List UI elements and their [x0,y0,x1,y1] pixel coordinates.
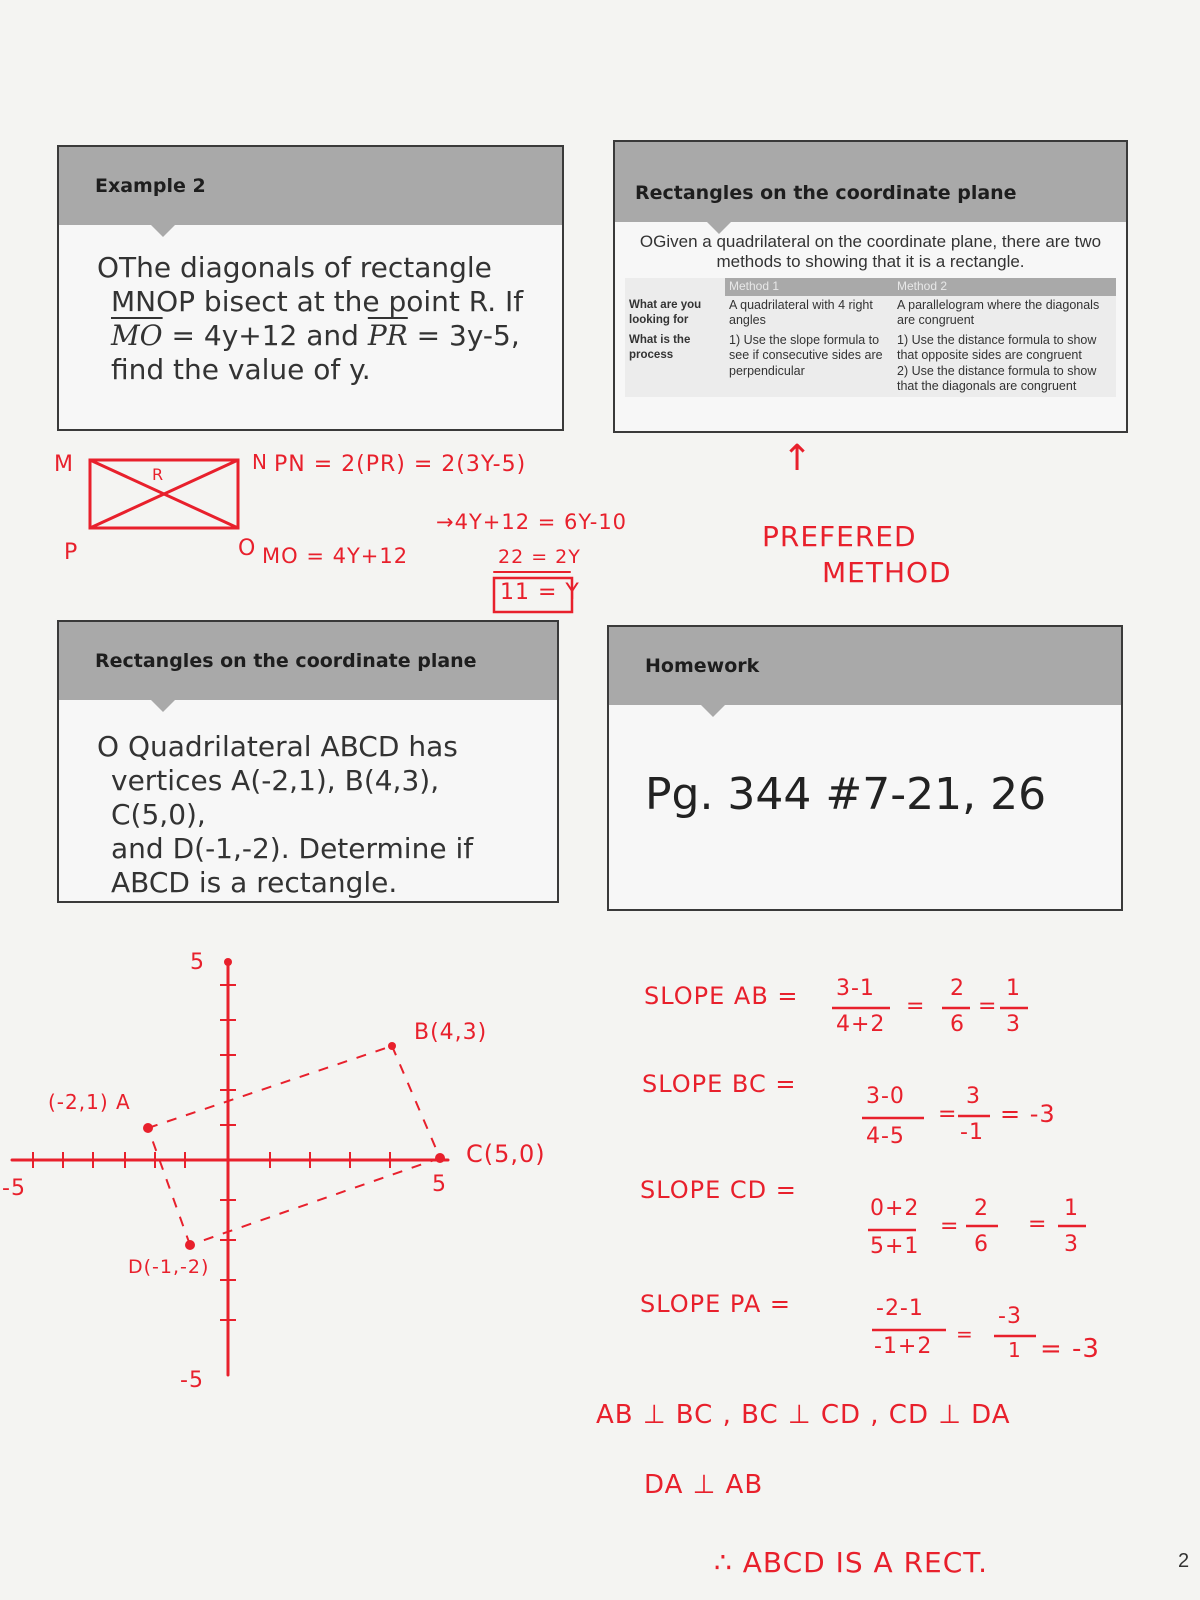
point-a [143,1123,153,1133]
slope-ab-eq2: = [978,994,998,1019]
perpendicular-line1: AB ⊥ BC , BC ⊥ CD , CD ⊥ DA [596,1400,1011,1430]
point-c-label: C(5,0) [466,1140,546,1168]
rect-methods-intro: OGiven a quadrilateral on the coordinate plane, there are two methods to showing that it is a rectangle. [639,232,1102,271]
rect-problem-line1: O Quadrilateral ABCD has [97,730,458,763]
rect-methods-title: Rectangles on the coordinate plane [615,142,1126,222]
segment-mo: $\overline{MO}$ [111,319,163,352]
rect-problem-title: Rectangles on the coordinate plane [59,622,557,700]
slope-pa-f1d: 1 [1008,1338,1022,1362]
slope-cd-label: SLOPE CD = [640,1176,797,1204]
arrow-up-icon: ↑ [782,438,814,479]
slope-ab-f1d: 6 [950,1012,965,1037]
slope-ab-f2d: 3 [1006,1012,1021,1037]
slope-ab-f2n: 1 [1006,976,1021,1001]
example2-line2: MNOP bisect at the point R. If [111,285,524,318]
preferred-label: PREFERED [762,520,917,553]
example2-eq2: = 3y-5, [407,319,520,352]
bullet-icon: O [97,251,120,284]
slope-bc-f1n: 3 [966,1084,981,1109]
m1-looking: A quadrilateral with 4 right angles [725,296,893,331]
slope-pa-label: SLOPE PA = [640,1290,791,1318]
m2-process-1: 1) Use the distance formula to show that opposite sides are congruent [897,332,1097,362]
solve-step1: →4Y+12 = 6Y-10 [436,510,628,534]
slope-bc-eq1: = [938,1102,958,1127]
point-d-label: D(-1,-2) [128,1256,210,1278]
slope-pa-num: -2-1 [876,1296,924,1321]
label-o: O [238,536,257,561]
rect-problem-line2: vertices A(-2,1), B(4,3), C(5,0), [111,764,440,831]
label-p: P [64,540,79,565]
point-d [185,1240,195,1250]
conclusion: ∴ ABCD IS A RECT. [714,1546,988,1579]
slope-cd-f1n: 2 [974,1196,989,1221]
methods-row-looking: What are you looking for [625,296,725,331]
slope-bc-eq2: = -3 [1000,1100,1056,1128]
example2-eq1: = 4y+12 and [162,319,368,352]
methods-col2: Method 2 [893,278,1116,296]
slope-cd-num: 0+2 [870,1196,920,1221]
fraction-bars [832,1008,1086,1336]
slope-pa-f1n: -3 [998,1304,1022,1329]
point-b-label: B(4,3) [414,1020,488,1045]
slope-bc-den: 4-5 [866,1124,905,1149]
homework-assignment: Pg. 344 #7-21, 26 [645,769,1047,820]
slope-cd-eq2: = [1028,1212,1048,1237]
slope-ab-f1n: 2 [950,976,965,1001]
slope-pa-den: -1+2 [874,1334,933,1359]
tick-label-bottom: -5 [180,1368,204,1393]
tick-label-left: -5 [2,1176,26,1201]
slope-cd-f1d: 6 [974,1232,989,1257]
rect-problem-line3: and D(-1,-2). Determine if [111,832,474,865]
slope-pa-eq2: = -3 [1040,1334,1100,1364]
slope-ab-label: SLOPE AB = [644,982,799,1010]
quadrilateral-abcd [148,1046,440,1245]
homework-title: Homework [609,627,1121,705]
point-c [435,1153,445,1163]
label-r: R [152,465,165,484]
segment-pr: $\overline{PR}$ [367,319,408,352]
solve-step3: 11 = Y [500,580,580,605]
page-number: 2 [1178,1550,1190,1572]
slope-cd-f2d: 3 [1064,1232,1079,1257]
mo-equation: MO = 4Y+12 [262,544,409,568]
m2-process-2: 2) Use the distance formula to show that the diagonals are congruent [897,363,1097,393]
slope-ab-eq1: = [906,994,926,1019]
methods-col1: Method 1 [725,278,893,296]
point-a-label: (-2,1) A [48,1090,131,1114]
slope-bc-f1d: -1 [960,1120,984,1145]
slope-bc-num: 3-0 [866,1084,905,1109]
rect-problem-line4: ABCD is a rectangle. [111,866,398,899]
method-label: METHOD [822,556,952,589]
slope-cd-eq1: = [940,1214,960,1239]
label-n: N [252,450,268,474]
slope-cd-f2n: 1 [1064,1196,1079,1221]
solve-step2: 22 = 2Y [498,546,581,568]
axis-ticks [33,985,390,1320]
tick-label-top: 5 [190,950,205,975]
example2-line1: The diagonals of rectangle [119,251,492,284]
methods-row-process: What is the process [625,331,725,397]
pn-equation: PN = 2(PR) = 2(3Y-5) [274,452,527,477]
slope-bc-label: SLOPE BC = [642,1070,797,1098]
point-top [224,958,232,966]
slope-pa-eq1: = [956,1322,974,1346]
tick-label-right: 5 [432,1172,447,1197]
point-b [388,1042,396,1050]
m2-looking: A parallelogram where the diagonals are congruent [893,296,1116,331]
example2-line4: find the value of y. [111,353,371,386]
slope-ab-den: 4+2 [836,1012,886,1037]
slope-ab-num: 3-1 [836,976,875,1001]
m1-process: 1) Use the slope formula to see if consecutive sides are perpendicular [725,331,893,397]
label-m: M [54,452,74,477]
slope-cd-den: 5+1 [870,1234,920,1259]
perpendicular-line2: DA ⊥ AB [644,1470,764,1500]
example2-title: Example 2 [59,147,562,225]
